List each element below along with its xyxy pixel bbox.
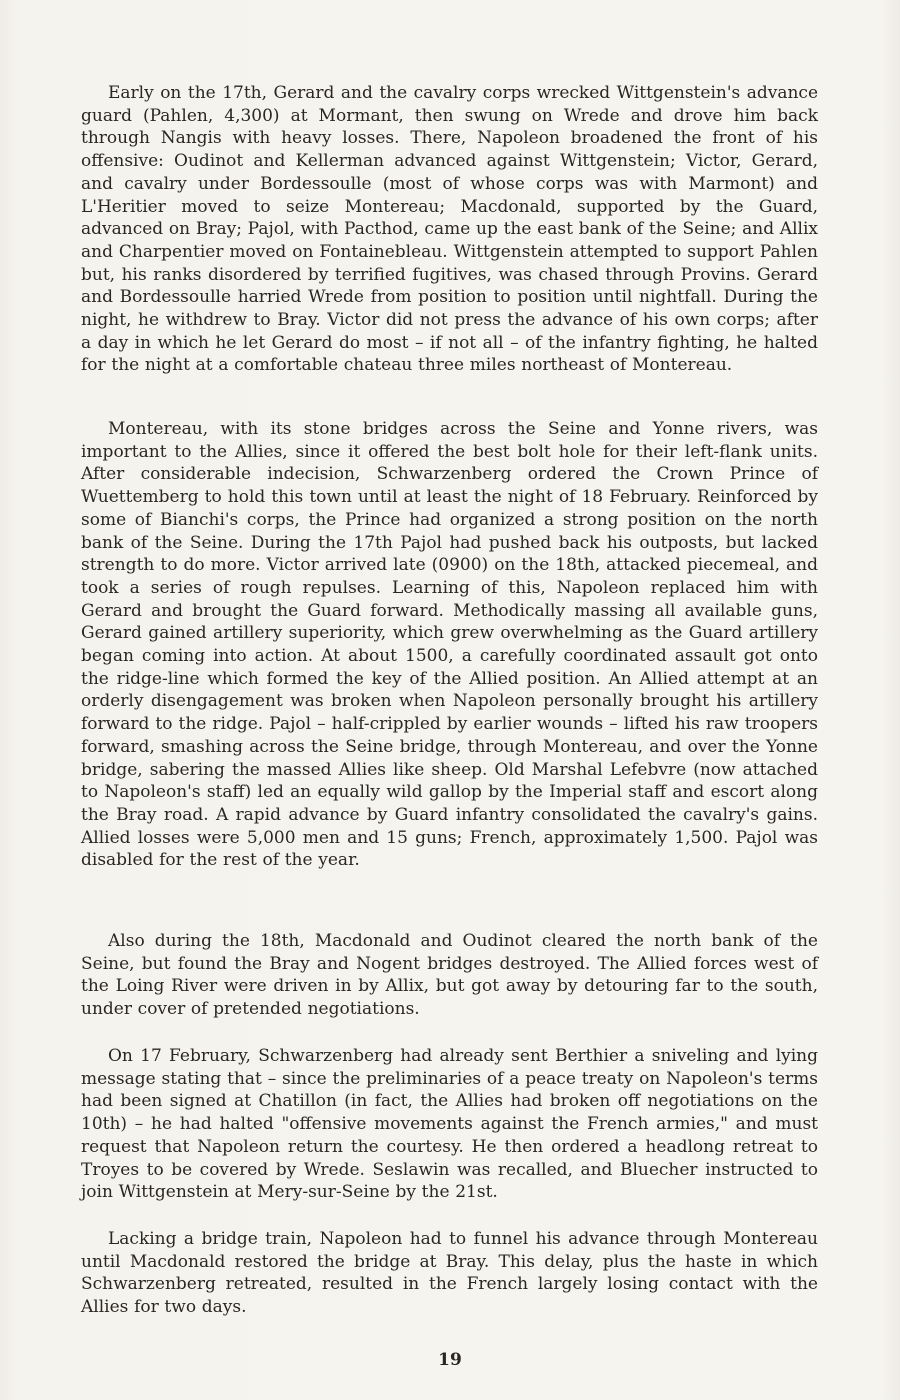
paragraph-schwarzenberg-message: On 17 February, Schwarzenberg had already sent Berthier a sniveling and lying message stating that – since the preliminaries of a peace treaty on Napoleon's terms had been signed at Chatillon (in fact, the Allies had broken off negotiations on the 10th) – he had halted "offensive movements against the French armies," and must request that Napoleon return the courtesy. He then ordered a headlong retreat to Troyes to be covered by Wrede. Seslawin was recalled, and Bluecher instructed to join Wittgenstein at Mery-sur-Seine by the 21st.: [81, 1046, 818, 1203]
page-number: 19: [438, 1350, 462, 1370]
paragraph-bridge-train: Lacking a bridge train, Napoleon had to funnel his advance through Montereau until Macdonald restored the bridge at Bray. This delay, plus the haste in which Schwarzenberg retreated, resulted in the French largely losing contact with the Allies for two days.: [81, 1229, 818, 1318]
paragraph-macdonald-oudinot: Also during the 18th, Macdonald and Oudinot cleared the north bank of the Seine, but found the Bray and Nogent bridges destroyed. The Allied forces west of the Loing River were driven in by Allix, but got away by detouring far to the south, under cover of pretended negotiations.: [81, 931, 818, 1020]
paragraph-mormant-nangis: Early on the 17th, Gerard and the cavalry corps wrecked Wittgenstein's advance guard (Pahlen, 4,300) at Mormant, then swung on Wrede and drove him back through Nangis with heavy losses. There, Napoleon broadened the front of his offensive: Oudinot and Kellerman advanced against Wittgenstein; Victor, Gerard, and cavalry under Bordessoulle (most of whose corps was with Marmont) and L'Heritier moved to seize Montereau; Macdonald, supported by the Guard, advanced on Bray; Pajol, with Pacthod, came up the east bank of the Seine; and Allix and Charpentier moved on Fontainebleau. Wittgenstein attempted to support Pahlen but, his ranks disordered by terrified fugitives, was chased through Provins. Gerard and Bordessoulle harried Wrede from position to position until nightfall. During the night, he withdrew to Bray. Victor did not press the advance of his own corps; after a day in which he let Gerard do most – if not all – of the infantry fighting, he halted for the night at a comfortable chateau three miles northeast of Montereau.: [81, 83, 818, 376]
paragraph-montereau-battle: Montereau, with its stone bridges across the Seine and Yonne rivers, was important to the Allies, since it offered the best bolt hole for their left-flank units. After considerable indecision, Schwarzenberg ordered the Crown Prince of Wuettemberg to hold this town until at least the night of 18 February. Reinforced by some of Bianchi's corps, the Prince had organized a strong position on the north bank of the Seine. During the 17th Pajol had pushed back his outposts, but lacked strength to do more. Victor arrived late (0900) on the 18th, attacked piecemeal, and took a series of rough repulses. Learning of this, Napoleon replaced him with Gerard and brought the Guard forward. Methodically massing all available guns, Gerard gained artillery superiority, which grew overwhelming as the Guard artillery began coming into action. At about 1500, a carefully coordinated assault got onto the ridge-line which formed the key of the Allied position. An Allied attempt at an orderly disengagement was broken when Napoleon personally brought his artillery forward to the ridge. Pajol – half-crippled by earlier wounds – lifted his raw troopers forward, smashing across the Seine bridge, through Montereau, and over the Yonne bridge, sabering the massed Allies like sheep. Old Marshal Lefebvre (now attached to Napoleon's staff) led an equally wild gallop by the Imperial staff and escort along the Bray road. A rapid advance by Guard infantry consolidated the cavalry's gains. Allied losses were 5,000 men and 15 guns; French, approximately 1,500. Pajol was disabled for the rest of the year.: [81, 419, 818, 871]
